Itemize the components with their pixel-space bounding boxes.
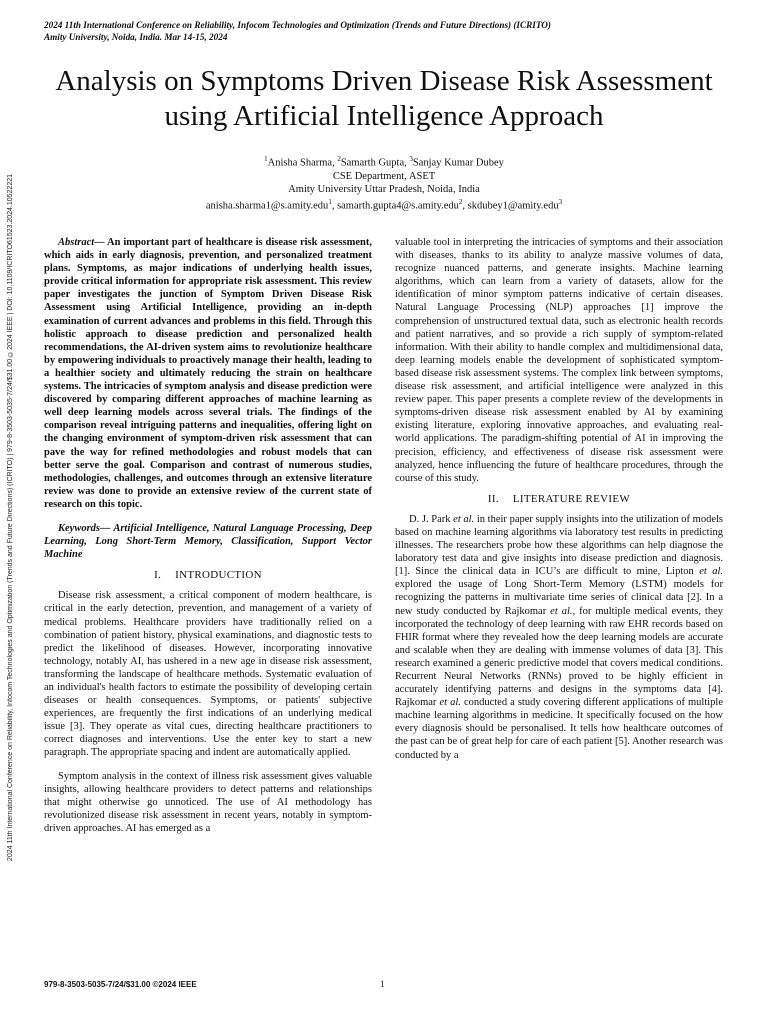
author1-sup: 1 — [264, 155, 268, 163]
italic-run: et al. — [550, 605, 573, 617]
text-run: explored the usage of Long Short-Term Memory (LSTM) models for recognizing the patterns in multivariate time series of clinical data [2]. In a new study conducted by Rajkomar — [395, 579, 723, 617]
author-names — [40, 153, 728, 170]
section-title: INTRODUCTION — [175, 569, 262, 582]
conference-header — [44, 19, 734, 43]
left-column — [44, 236, 372, 835]
email2-sup: 2 — [458, 197, 463, 206]
paper-title: Analysis on Symptoms Driven Disease Risk Assessment using Artificial Intelligence Approach — [55, 65, 713, 132]
italic-run: et al. — [439, 697, 461, 709]
text-run: D. J. Park — [409, 513, 454, 525]
section-number: I. — [154, 569, 162, 582]
keywords-text: Artificial Intelligence, Natural Language Processing, Deep Learning, Long Short-Term Memory, Classification, Support Vector Machine — [44, 522, 372, 561]
side-citation-text: 2024 11th International Conference on Reliability, Infocom Technologies and Optimization (Trends and Future Directions) (ICRITO) | 979-8-3503-5035-7/24/$31.00 ©2024 IEEE | DOI: 10.1109/ICRITO61523.2024.10522221 — [6, 173, 14, 862]
email3: , skdubey1@amity.edu — [462, 200, 559, 211]
italic-run: et al. — [453, 513, 475, 525]
keywords-label: Keywords— — [58, 522, 111, 534]
right-column — [395, 236, 723, 762]
author-emails — [40, 196, 728, 213]
author2: Samarth Gupta, — [340, 157, 410, 169]
footer-isbn: 979-8-3503-5035-7/24/$31.00 ©2024 IEEE — [44, 980, 197, 989]
email1: anisha.sharma1@s.amity.edu — [205, 200, 329, 211]
intro-paragraph-1: Disease risk assessment, a critical component of modern healthcare, is critical in the early detection, prevention, and management of a variety of medical problems. Healthcare providers have traditionally relied on a combination of patient history, physical examinations, and diagnostic tests to predict the likelihood of diseases. However, incorporating innovative technology, notably AI, has ushered in a new age in disease risk assessment, transforming the landscape of healthcare methods. Systematic evaluation of an individual's health factors to estimate the possibility of developing certain diseases or health consequences. Symptoms, or patients' subjective experiences, are frequently the first indications of an underlying medical issue [3]. They operate as vital cues, directing healthcare practitioners to correct diagnoses and interventions. Use the enter key to start a new paragraph. The appropriate spacing and indent are automatically applied. — [44, 590, 372, 759]
side-citation-strip — [3, 80, 17, 955]
department: CSE Department, ASET — [332, 170, 436, 182]
email3-sup: 3 — [558, 197, 563, 206]
section-heading-introduction — [44, 569, 372, 582]
conference-name: 2024 11th International Conference on Reliability, Infocom Technologies and Optimization (Trends and Future Directions) (ICRITO) — [44, 20, 551, 30]
literature-paragraph-1 — [395, 513, 723, 762]
author1: Anisha Sharma, — [267, 157, 338, 169]
section-title: LITERATURE REVIEW — [512, 492, 631, 505]
text-run: in their paper supply insights into the utilization of models based on machine learning algorithms via laboratory test results in predicting illnesses. The researchers probe how these algorithms can help diagnose the laboratory test data and give insights into disease prediction and diagnosis. [1]. Since the clinical data in ICU’s are difficult to mine, Lipton — [395, 513, 724, 578]
author3: Sanjay Kumar Dubey — [412, 157, 504, 169]
email1-sup: 1 — [328, 197, 332, 206]
author3-sup: 3 — [409, 155, 413, 163]
abstract-text: An important part of healthcare is disease risk assessment, which aids in early diagnosis, prevention, and personalized treatment plans. Symptoms, as major indications of underlying health issues, provide critical information for appropriate risk assessment. This review paper investigates the junction of Symptom Driven Disease Risk Assessment using Artificial Intelligence, providing an in-depth examination of current advances and problems in this field. Through this holistic approach to disease prediction and personalized health recommendations, the AI-driven system aims to revolutionize healthcare by empowering individuals to proactively manage their health, leading to a healthier society and ultimately reducing the strain on healthcare systems. The intricacies of symptom analysis and disease prediction were discovered by comparing different approaches of machine learning as well deep learning models across several trials. The findings of the comparison reveal intriguing patterns and inequalities, offering light on the changing environment of symptom-driven risk assessment that can pave the way for refined methodologies and robust models that can better serve the goal. Comparison and contrast of numerous studies, methodologies, challenges, and outcomes through an extensive literature review was done to provide an extensive review of the current state of research on this topic. — [44, 237, 372, 510]
keywords — [44, 522, 372, 561]
author-block — [40, 153, 728, 212]
email2: , samarth.gupta4@s.amity.edu — [331, 200, 459, 211]
section-heading-literature-review — [395, 493, 723, 506]
abstract-label: Abstract— — [58, 237, 105, 248]
section-number: II. — [487, 492, 499, 505]
conference-venue: Amity University, Noida, India. Mar 14-15, 2024 — [44, 32, 228, 42]
text-run: conducted a study covering different applications of multiple machine learning algorithms in medicine. It specifically focused on the how every diagnosis should be personalised. It tells how healthcare outcomes of the past can be of great help for care of each patient [5]. Another research was conducted by a — [395, 697, 724, 761]
intro-paragraph-2: Symptom analysis in the context of illness risk assessment gives valuable insights, allowing healthcare providers to detect patterns and relationships that might otherwise go unnoticed. The use of AI methodology has revolutionized disease risk assessment in recent years, notably in symptom-driven approaches. AI has emerged as a — [44, 770, 372, 834]
affiliation: Amity University Uttar Pradesh, Noida, India — [288, 183, 480, 195]
intro-paragraph-2-continued: valuable tool in interpreting the intricacies of symptoms and their association with diseases, thanks to its ability to analyze massive volumes of data, recognize nuanced patterns, and generate insights. Machine learning algorithms, which can learn from a variety of datasets, allow for the identification of minor symptom patterns indicative of certain diseases. Natural Language Processing (NLP) approaches [1] improve the comprehension of unstructured textual data, such as electronic health records and patient narratives, and so provide a rich supply of symptom-related information. With their ability to handle complex and multidimensional data, deep learning models enable the development of sophisticated symptom-based disease risk assessment systems. The complex link between symptoms, disease risk assessment, and artificial intelligence were analyzed in this review paper. This paper presents a complete review of the developments in symptoms-driven disease risk assessment enabled by AI by examining existing literature, exploring innovative approaches, and evaluating real-world applications. The paradigm-shifting potential of AI in improving the precision, efficiency, and effectiveness of disease risk assessment were analyzed, hence influencing the future of healthcare procedures, through the course of this study. — [395, 237, 723, 484]
text-run: , for multiple medical events, they incorporated the technology of deep learning with raw EHR records based on FHIR format where they revealed how the deep learning models are accurate and scalable when they are dealing with immense volumes of data [3]. This research examined a generic predictive model that covers medical conditions. Recurrent Neural Networks (RNNs) proved to be highly efficient in accurately identifying patterns and designs in the symptoms data [4]. Rajkomar — [395, 605, 723, 709]
author2-sup: 2 — [337, 155, 341, 163]
italic-run: et al. — [699, 566, 723, 578]
page-number: 1 — [380, 979, 385, 989]
abstract — [44, 236, 372, 511]
